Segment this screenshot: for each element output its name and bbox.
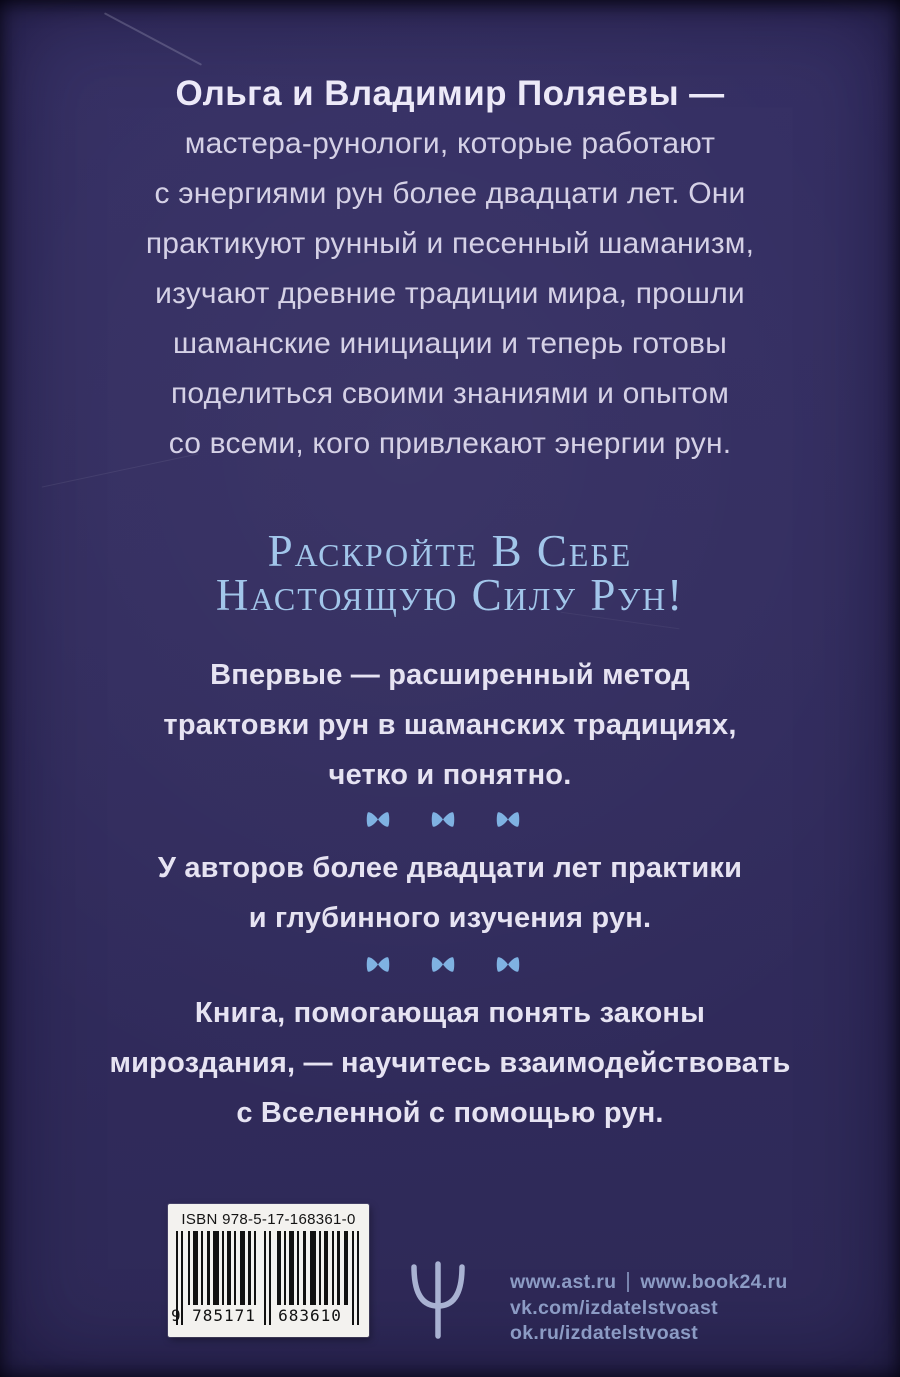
selling-point-3: [0, 988, 900, 1138]
texture-scratch: [104, 12, 202, 65]
rune-separator-row: [0, 810, 893, 829]
about-authors-paragraph: [0, 119, 900, 469]
rune-separator-row: [0, 955, 893, 974]
ok-url: ok.ru/izdatelstvoast: [510, 1322, 699, 1344]
about-line: со всеми, кого привлекают энергии рун.: [168, 427, 732, 460]
rune-butterfly-icon: [496, 955, 520, 974]
selling-point-line: и глубинного изучения рун.: [248, 902, 652, 934]
barcode-digit-group: 683610: [274, 1306, 346, 1325]
barcode-digit-group: 785171: [190, 1306, 258, 1325]
selling-point-line: Впервые — расширенный метод: [210, 659, 690, 691]
selling-point-line: трактовки рун в шаманских традициях,: [163, 709, 737, 741]
ast-publisher-logo-icon: [405, 1260, 471, 1345]
rune-butterfly-icon: [366, 955, 390, 974]
selling-point-line: четко и понятно.: [328, 759, 572, 791]
selling-point-line: Книга, помогающая понять законы: [194, 997, 706, 1029]
about-line: изучают древние традиции мира, прошли: [155, 277, 745, 310]
headline-line: Настоящую Силу Рун!: [215, 570, 685, 620]
about-line: с энергиями рун более двадцати лет. Они: [154, 177, 746, 210]
selling-point-1: [0, 650, 900, 800]
barcode-bars: [171, 1231, 361, 1327]
book24-site-url: www.book24.ru: [640, 1271, 788, 1293]
rune-butterfly-icon: [496, 810, 520, 829]
rune-butterfly-icon: [366, 810, 390, 829]
vk-url: vk.com/izdatelstvoast: [510, 1296, 718, 1319]
about-line: мастера-рунологи, которые работают: [184, 127, 716, 160]
rune-butterfly-icon: [431, 810, 455, 829]
about-line: поделиться своими знаниями и опытом: [170, 377, 730, 410]
barcode-digit-group: 9: [171, 1306, 181, 1325]
isbn-label: ISBN 978-5-17-168361-0: [181, 1211, 356, 1228]
selling-point-line: с Вселенной с помощью рун.: [236, 1097, 664, 1129]
isbn-barcode: [168, 1204, 369, 1337]
about-line: шаманские инициации и теперь готовы: [173, 327, 727, 360]
about-line: практикуют рунный и песенный шаманизм,: [145, 227, 755, 260]
selling-point-line: мироздания, — научитесь взаимодействовать: [109, 1047, 791, 1079]
publisher-links: [510, 1270, 788, 1347]
divider-bar: [627, 1272, 629, 1292]
headline: [0, 526, 900, 620]
selling-point-2: [0, 843, 900, 943]
rune-butterfly-icon: [431, 955, 455, 974]
selling-point-line: У авторов более двадцати лет практики: [157, 852, 743, 884]
publisher-links-line1: [510, 1270, 788, 1296]
author-heading: Ольга и Владимир Поляевы —: [175, 74, 725, 113]
barcode-digits: [171, 1306, 361, 1325]
headline-line: Раскройте В Себе: [267, 526, 633, 576]
ast-site-url: www.ast.ru: [510, 1271, 617, 1293]
